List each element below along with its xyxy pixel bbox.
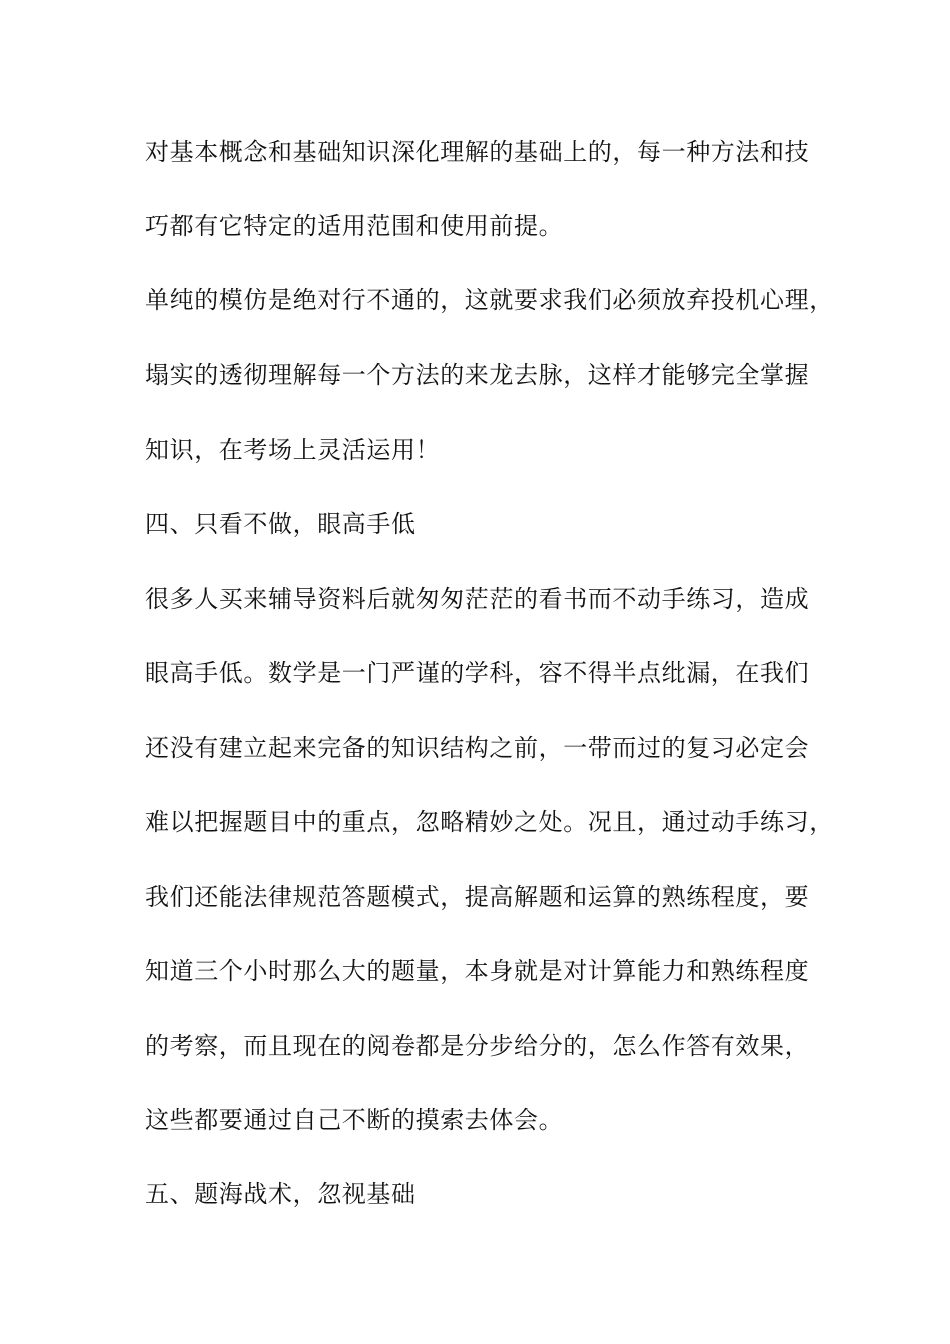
section-heading: 四、只看不做，眼高手低 [145, 510, 416, 538]
paragraph-line: 这些都要通过自己不断的摸索去体会。 [145, 1106, 564, 1134]
paragraph-line: 知识，在考场上灵活运用！ [145, 436, 441, 464]
paragraph-line: 塌实的透彻理解每一个方法的来龙去脉，这样才能够完全掌握 [145, 361, 810, 389]
paragraph-line: 巧都有它特定的适用范围和使用前提。 [145, 212, 564, 240]
paragraph-line: 还没有建立起来完备的知识结构之前，一带而过的复习必定会 [145, 734, 810, 762]
paragraph-line: 我们还能法律规范答题模式，提高解题和运算的熟练程度，要 [145, 883, 810, 911]
paragraph-line: 很多人买来辅导资料后就匆匆茫茫的看书而不动手练习，造成 [145, 585, 810, 613]
section-heading: 五、题海战术，忽视基础 [145, 1180, 416, 1208]
paragraph-line: 对基本概念和基础知识深化理解的基础上的，每一种方法和技 [145, 138, 810, 166]
paragraph-line: 单纯的模仿是绝对行不通的，这就要求我们必须放弃投机心理， [145, 286, 834, 314]
paragraph-line: 难以把握题目中的重点，忽略精妙之处。况且，通过动手练习， [145, 808, 834, 836]
paragraph-line: 眼高手低。数学是一门严谨的学科，容不得半点纰漏，在我们 [145, 659, 810, 687]
paragraph-line: 知道三个小时那么大的题量，本身就是对计算能力和熟练程度 [145, 957, 810, 985]
paragraph-line: 的考察，而且现在的阅卷都是分步给分的，怎么作答有效果， [145, 1032, 810, 1060]
